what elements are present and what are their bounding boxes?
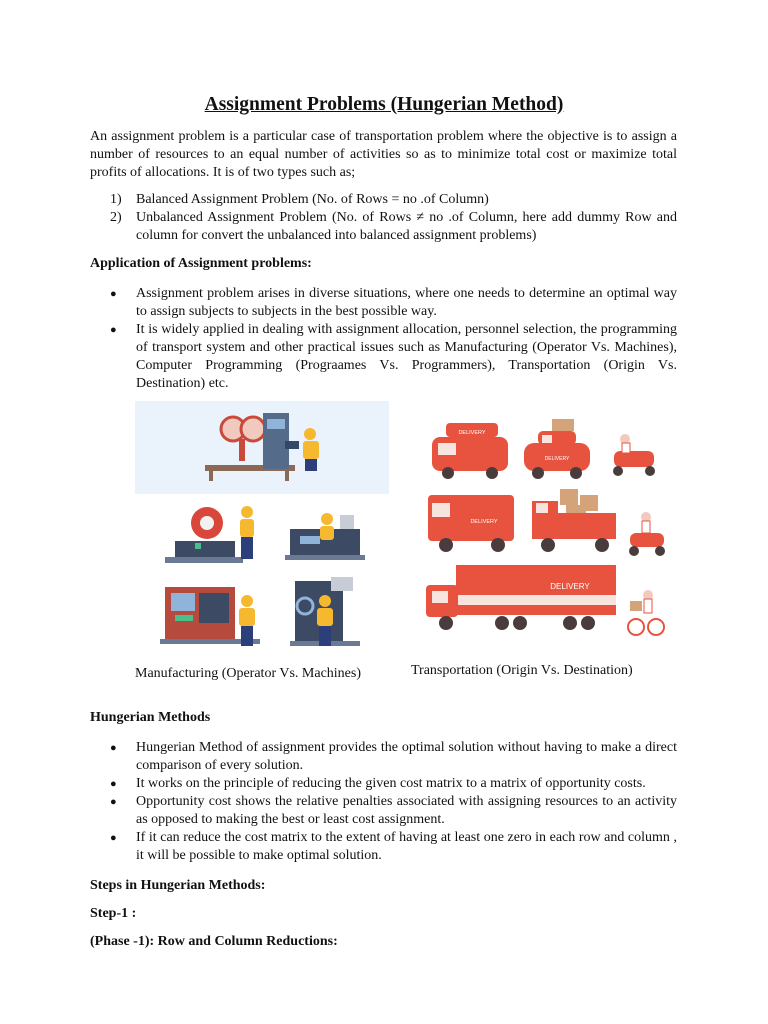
list-item-text: Assignment problem arises in diverse situations, where one needs to determine an optimal way to assign subjects to subjects in the best possible way. <box>136 286 677 319</box>
list-item <box>110 739 677 775</box>
truck-label: DELIVERY <box>544 456 570 462</box>
bullet-icon: ● <box>110 742 117 754</box>
delivery-van-icon <box>432 423 508 479</box>
truck-label: DELIVERY <box>458 430 486 436</box>
step-1-label: Step-1 : <box>90 906 137 921</box>
delivery-scooter-icon <box>613 434 655 476</box>
list-item-text: If it can reduce the cost matrix to the extent of having at least one zero in each row and column , it will be possible to make optimal solution. <box>136 830 677 863</box>
transportation-caption: Transportation (Origin Vs. Destination) <box>411 663 633 678</box>
transportation-illustration <box>420 405 675 645</box>
delivery-bicycle-icon <box>628 590 664 635</box>
list-item <box>110 209 677 245</box>
application-heading: Application of Assignment problems: <box>90 256 312 271</box>
application-list <box>110 285 677 393</box>
bullet-icon: ● <box>110 324 117 336</box>
delivery-big-truck-icon <box>426 565 616 630</box>
truck-label: DELIVERY <box>550 582 590 591</box>
types-list <box>110 191 677 245</box>
list-number: 2) <box>110 210 122 225</box>
worker-icon <box>320 513 334 540</box>
list-item <box>110 285 677 321</box>
hungarian-list <box>110 739 677 865</box>
delivery-scooter-icon <box>629 512 665 556</box>
phase-1-heading: (Phase -1): Row and Column Reductions: <box>90 934 338 949</box>
worker-icon <box>317 595 333 646</box>
list-item <box>110 775 677 793</box>
worker-icon <box>239 595 255 646</box>
grinding-machine-icon <box>165 507 243 563</box>
bullet-icon: ● <box>110 796 117 808</box>
delivery-car-icon <box>524 419 590 479</box>
bullet-icon: ● <box>110 778 117 790</box>
list-item-text: Balanced Assignment Problem (No. of Rows = no .of Column) <box>136 192 489 207</box>
bullet-icon: ● <box>110 288 117 300</box>
list-item-text: Unbalanced Assignment Problem (No. of Rows ≠ no .of Column, here add dummy Row and column for convert the unbalanced into balanced assignment problems) <box>136 210 677 243</box>
list-item <box>110 793 677 829</box>
manufacturing-caption: Manufacturing (Operator Vs. Machines) <box>135 666 362 681</box>
delivery-van-icon <box>428 495 514 552</box>
hungarian-heading: Hungerian Methods <box>90 710 211 725</box>
intro-paragraph: An assignment problem is a particular case of transportation problem where the objective is to assign a number of resources to an equal number of activities so as to minimize total cost or maximize total profits of allocations. It is of two types such as; <box>90 129 677 180</box>
list-item <box>110 321 677 393</box>
delivery-truck-icon <box>532 489 616 552</box>
list-item-text: Hungerian Method of assignment provides the optimal solution without having to make a direct comparison of every solution. <box>136 740 677 773</box>
list-item <box>110 829 677 865</box>
list-number: 1) <box>110 192 122 207</box>
manufacturing-illustration <box>135 401 390 653</box>
bullet-icon: ● <box>110 832 117 844</box>
list-item <box>110 191 677 209</box>
page-title: Assignment Problems (Hungerian Method) <box>204 94 564 115</box>
list-item-text: Opportunity cost shows the relative penalties associated with assigning resources to an activity as opposed to making the best or least cost assignment. <box>136 794 677 827</box>
machine-bg-panel <box>135 401 389 494</box>
list-item-text: It is widely applied in dealing with assignment allocation, personnel selection, the programming of transport system and other practical issues such as Manufacturing (Operator Vs. Machines), Computer Programming (Prograames Vs. Programmers), Transportation (Origin Vs. Destination) etc. <box>136 322 677 391</box>
list-item-text: It works on the principle of reducing the given cost matrix to a matrix of opportunity costs. <box>136 776 646 791</box>
worker-icon <box>240 506 254 559</box>
steps-heading: Steps in Hungerian Methods: <box>90 878 266 893</box>
truck-label: DELIVERY <box>470 519 498 525</box>
